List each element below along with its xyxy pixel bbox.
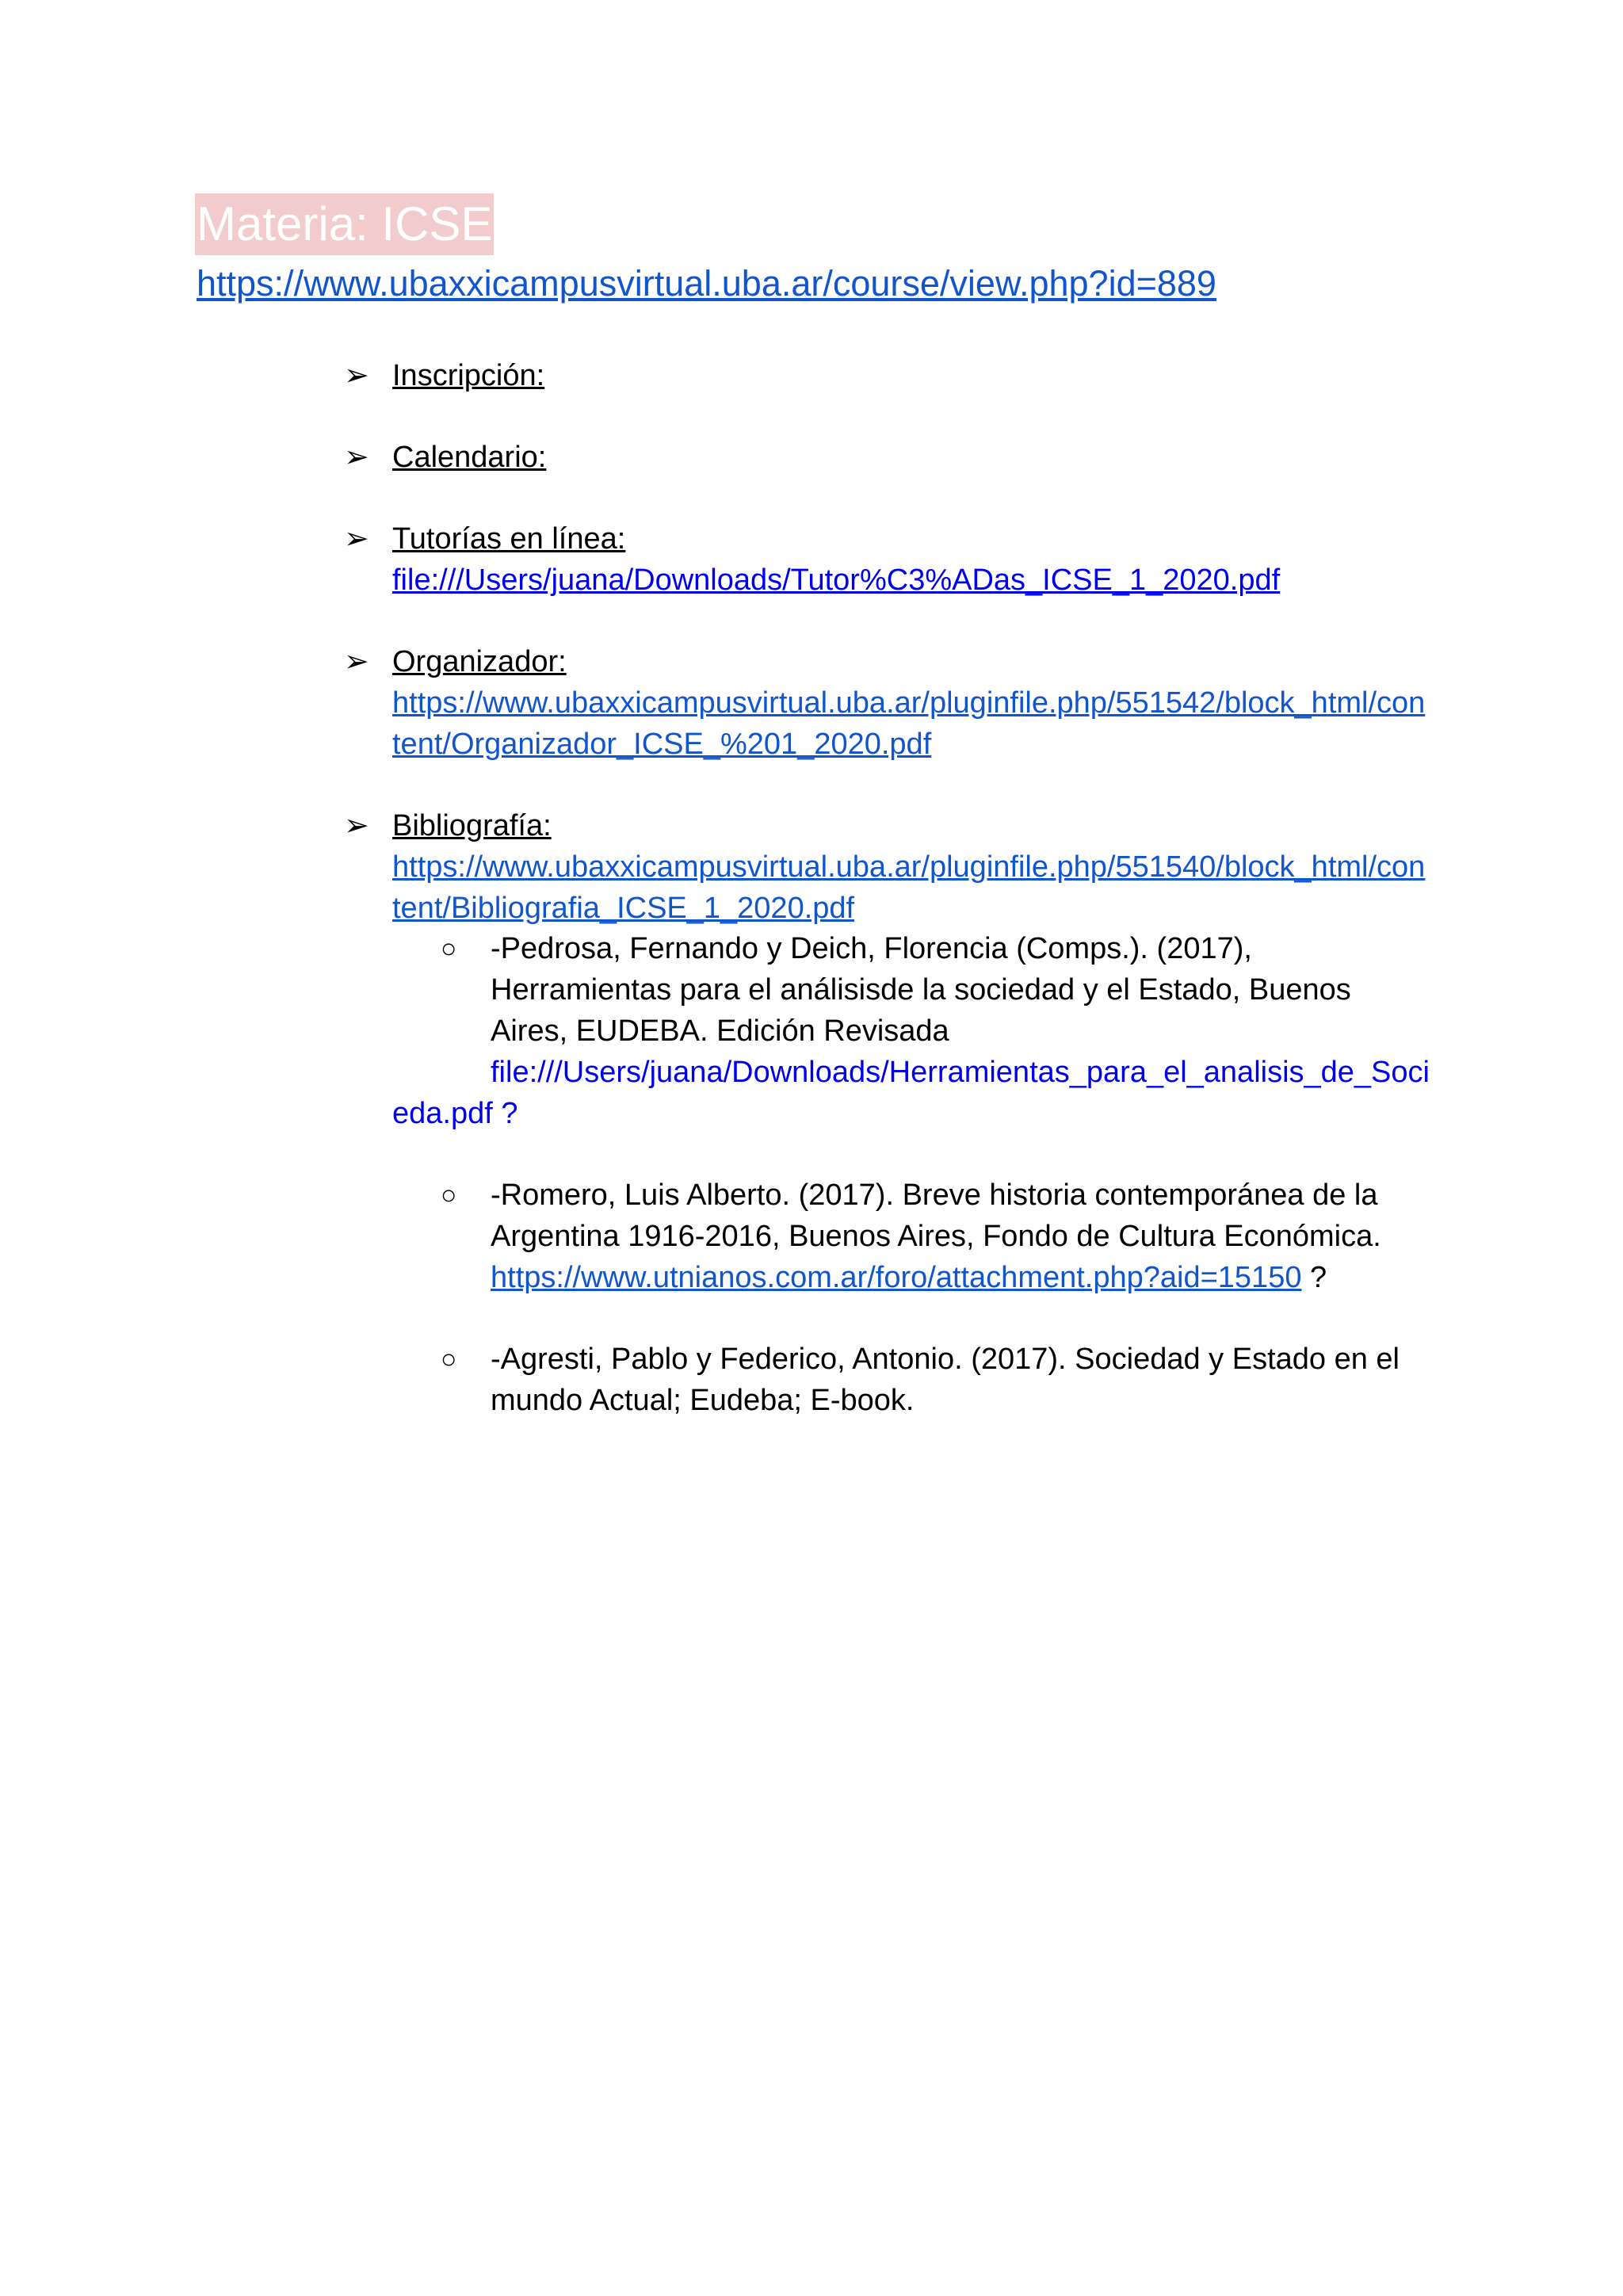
arrow-bullet-icon: ➢ (344, 522, 369, 556)
circle-bullet-icon: ○ (441, 934, 457, 964)
organizador-link-continued[interactable]: tent/Organizador_ICSE_%201_2020.pdf (392, 728, 932, 761)
list-item-text: Argentina 1916-2016, Buenos Aires, Fondo de Cultura Económica. (491, 1220, 1381, 1253)
list-item-text: Aires, EUDEBA. Edición Revisada (491, 1014, 949, 1048)
organizador-link[interactable]: https://www.ubaxxicampusvirtual.uba.ar/pluginfile.php/551542/block_html/con (392, 686, 1426, 720)
page-title: Materia: ICSE (195, 193, 494, 255)
course-link[interactable]: https://www.ubaxxicampusvirtual.uba.ar/course/view.php?id=889 (197, 263, 1216, 304)
arrow-bullet-icon: ➢ (344, 809, 369, 842)
arrow-bullet-icon: ➢ (344, 359, 369, 392)
tutorias-label: Tutorías en línea: (392, 522, 626, 556)
bibliografia-label: Bibliografía: (392, 809, 552, 842)
inscripcion-label: Inscripción: (392, 359, 545, 392)
tutorias-link[interactable]: file:///Users/juana/Downloads/Tutor%C3%ADas_ICSE_1_2020.pdf (392, 563, 1281, 597)
organizador-label: Organizador: (392, 645, 567, 678)
circle-bullet-icon: ○ (441, 1344, 457, 1374)
list-item-link[interactable]: file:///Users/juana/Downloads/Herramientas_para_el_analisis_de_Soci (491, 1056, 1430, 1089)
bibliografia-link[interactable]: https://www.ubaxxicampusvirtual.uba.ar/pluginfile.php/551540/block_html/con (392, 850, 1426, 884)
circle-bullet-icon: ○ (441, 1180, 457, 1210)
link-suffix: ? (1301, 1261, 1327, 1294)
list-item-link-row (491, 1257, 1327, 1298)
list-item-link-continued[interactable]: eda.pdf ? (392, 1097, 518, 1130)
list-item-text: Herramientas para el análisisde la sociedad y el Estado, Buenos (491, 973, 1351, 1007)
arrow-bullet-icon: ➢ (344, 645, 369, 678)
list-item-link[interactable]: https://www.utnianos.com.ar/foro/attachment.php?aid=15150 (491, 1261, 1302, 1294)
bibliografia-link-continued[interactable]: tent/Bibliografia_ICSE_1_2020.pdf (392, 892, 855, 925)
arrow-bullet-icon: ➢ (344, 441, 369, 474)
list-item-text: -Romero, Luis Alberto. (2017). Breve historia contemporánea de la (491, 1179, 1378, 1212)
list-item-text: -Pedrosa, Fernando y Deich, Florencia (Comps.). (2017), (491, 932, 1252, 965)
list-item-text: -Agresti, Pablo y Federico, Antonio. (2017). Sociedad y Estado en el (491, 1343, 1400, 1376)
calendario-label: Calendario: (392, 441, 547, 474)
list-item-text: mundo Actual; Eudeba; E-book. (491, 1384, 915, 1417)
